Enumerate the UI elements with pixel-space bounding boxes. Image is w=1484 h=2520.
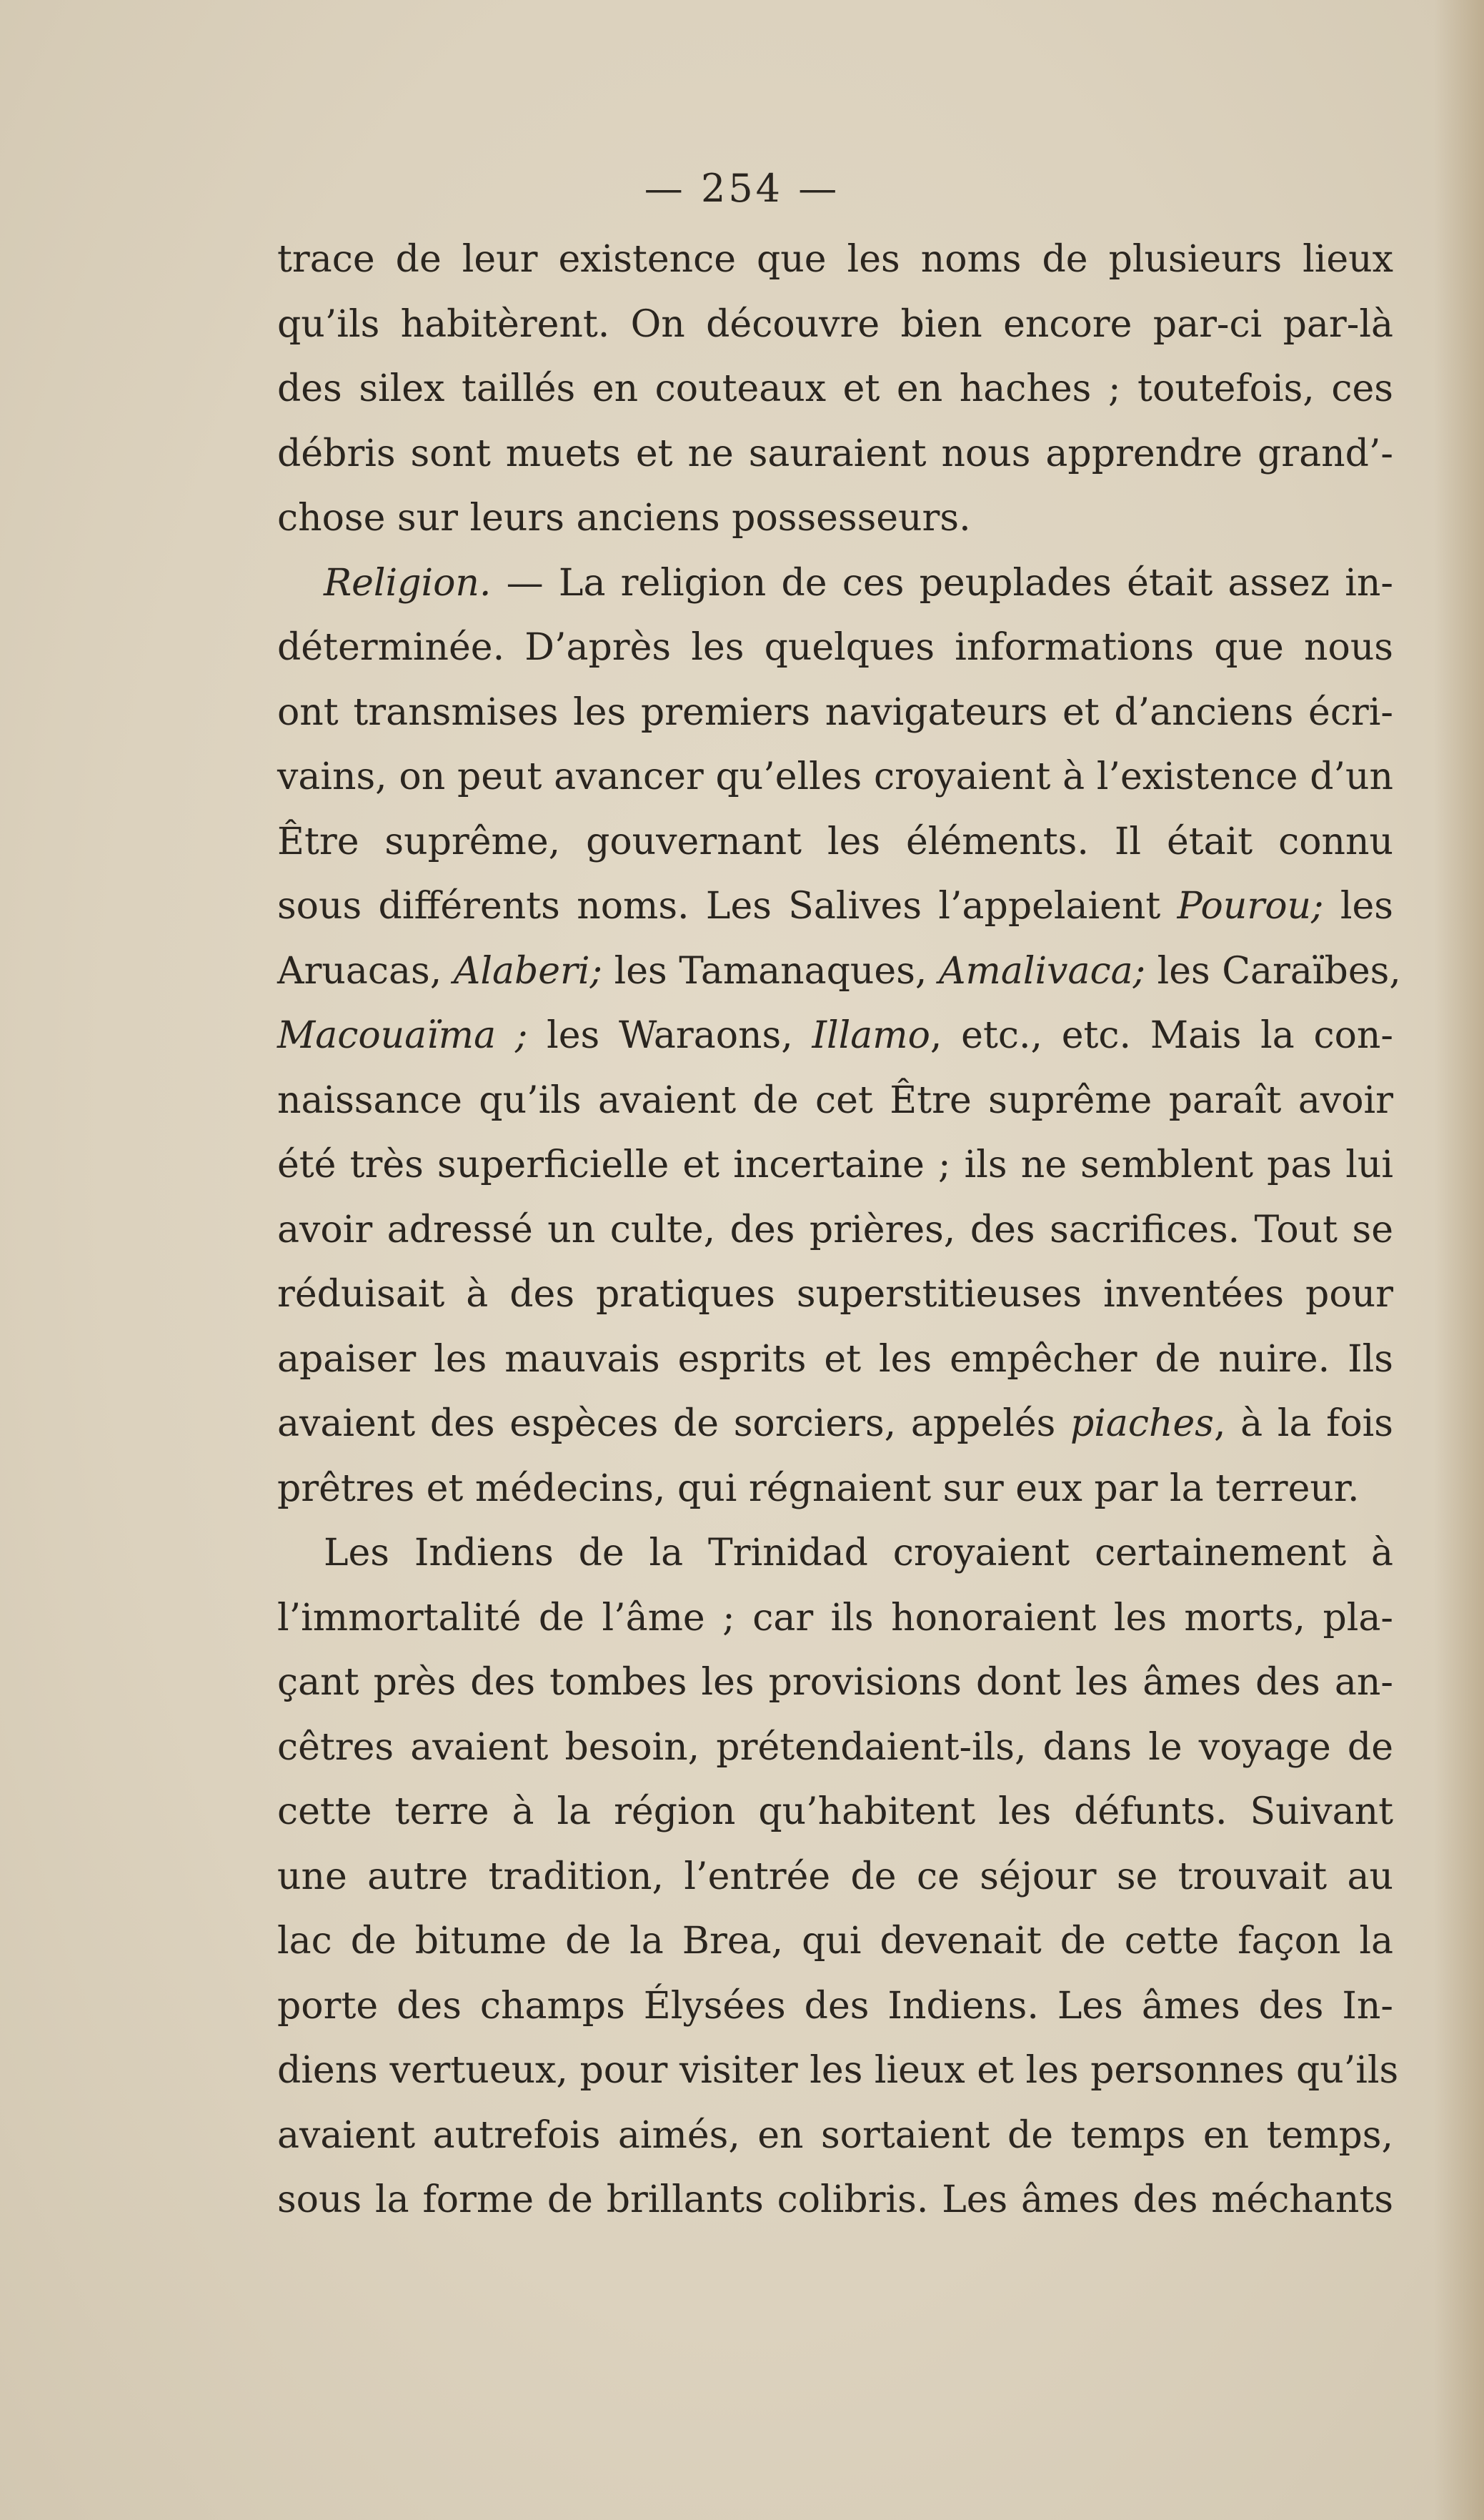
text-line: sous la forme de brillants colibris. Les âmes des méchants bbox=[277, 2178, 1393, 2221]
text-line: réduisait à des pratiques superstitieuses inventées pour bbox=[277, 1273, 1393, 1316]
text-line: lac de bitume de la Brea, qui devenait de cette façon la bbox=[277, 1920, 1393, 1963]
text-line: sous différents noms. Les Salives l’appelaient Pourou; les bbox=[277, 885, 1393, 928]
text-line: Aruacas, Alaberi; les Tamanaques, Amalivaca; les Caraïbes, bbox=[277, 949, 1401, 993]
text-line: débris sont muets et ne sauraient nous apprendre grand’- bbox=[277, 432, 1393, 475]
text-line: avoir adressé un culte, des prières, des sacrifices. Tout se bbox=[277, 1208, 1393, 1251]
text-line: vains, on peut avancer qu’elles croyaient à l’existence d’un bbox=[277, 755, 1393, 798]
text-line: çant près des tombes les provisions dont les âmes des an- bbox=[277, 1661, 1393, 1704]
text-line: été très superficielle et incertaine ; ils ne semblent pas lui bbox=[277, 1144, 1393, 1186]
text-line: porte des champs Élysées des Indiens. Les âmes des In- bbox=[277, 1984, 1393, 2028]
text-line: cette terre à la région qu’habitent les défunts. Suivant bbox=[277, 1790, 1393, 1833]
text-line: prêtres et médecins, qui régnaient sur eux par la terreur. bbox=[277, 1467, 1360, 1510]
text-line: Macouaïma ; les Waraons, Illamo, etc., etc. Mais la con- bbox=[277, 1014, 1393, 1057]
body-text bbox=[277, 227, 1401, 2233]
text-line: Être suprême, gouvernant les éléments. Il était connu bbox=[277, 820, 1393, 863]
text-line: apaiser les mauvais esprits et les empêcher de nuire. Ils bbox=[277, 1337, 1393, 1381]
text-line: une autre tradition, l’entrée de ce séjour se trouvait au bbox=[277, 1855, 1393, 1898]
text-line: ont transmises les premiers navigateurs et d’anciens écri- bbox=[277, 690, 1393, 734]
text-line: naissance qu’ils avaient de cet Être suprême paraît avoir bbox=[277, 1078, 1393, 1122]
text-line: déterminée. D’après les quelques informations que nous bbox=[277, 626, 1393, 669]
text-line: diens vertueux, pour visiter les lieux et les personnes qu’ils bbox=[277, 2049, 1399, 2092]
text-line: des silex taillés en couteaux et en haches ; toutefois, ces bbox=[277, 367, 1393, 410]
text-line: Les Indiens de la Trinidad croyaient certainement à bbox=[324, 1532, 1393, 1574]
text-line: avaient autrefois aimés, en sortaient de temps en temps, bbox=[277, 2113, 1393, 2157]
section-title-religion: Religion. bbox=[324, 561, 492, 605]
text-line: chose sur leurs anciens possesseurs. bbox=[277, 497, 971, 540]
text-line: cêtres avaient besoin, prétendaient-ils, dans le voyage de bbox=[277, 1725, 1393, 1769]
text-line: qu’ils habitèrent. On découvre bien encore par-ci par-là bbox=[277, 302, 1393, 346]
text-line: trace de leur existence que les noms de plusieurs lieux bbox=[277, 238, 1393, 281]
text-line: l’immortalité de l’âme ; car ils honoraient les morts, pla- bbox=[277, 1596, 1393, 1640]
text-line: avaient des espèces de sorciers, appelés piaches, à la fois bbox=[277, 1402, 1393, 1445]
page-number: — 254 — bbox=[644, 166, 840, 211]
page-edge-shadow bbox=[1434, 0, 1484, 2520]
section-heading-line: Religion. — La religion de ces peuplades était assez in- bbox=[324, 561, 1393, 605]
